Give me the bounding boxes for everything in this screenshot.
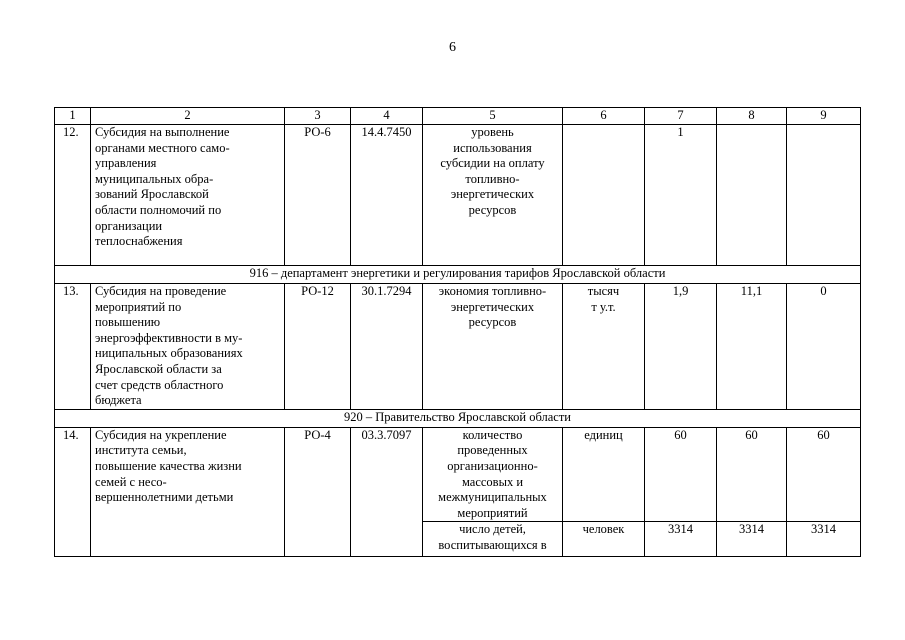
indicator-cell: количество проведенных организационно- массовых и межмуниципальных мероприятий	[423, 427, 563, 522]
subsidy-name: Субсидия на укрепление института семьи, повышение качества жизни семей с несо- вершеннолетними детьми	[91, 427, 285, 557]
table-row	[55, 427, 861, 522]
unit-cell: тысяч т у.т.	[563, 284, 645, 410]
unit-cell: человек	[563, 522, 645, 557]
page-number: 6	[449, 40, 456, 55]
code-cell: РО-12	[285, 284, 351, 410]
kbk-cell: 14.4.7450	[351, 125, 423, 266]
row-number: 12.	[55, 125, 91, 266]
column-header: 4	[351, 108, 423, 125]
section-row	[55, 266, 861, 284]
value-col7: 60	[645, 427, 717, 522]
value-col7: 1,9	[645, 284, 717, 410]
unit-cell	[563, 125, 645, 266]
row-number: 13.	[55, 284, 91, 410]
kbk-cell: 03.3.7097	[351, 427, 423, 557]
value-col8	[717, 125, 787, 266]
column-header: 2	[91, 108, 285, 125]
subsidy-table	[54, 107, 861, 557]
table-row	[55, 284, 861, 410]
value-col9: 3314	[787, 522, 861, 557]
table-row	[55, 125, 861, 266]
section-title: 916 – департамент энергетики и регулирования тарифов Ярославской области	[55, 266, 861, 284]
value-col7: 1	[645, 125, 717, 266]
table-header-row	[55, 108, 861, 125]
code-cell: РО-6	[285, 125, 351, 266]
value-col8: 3314	[717, 522, 787, 557]
value-col9	[787, 125, 861, 266]
indicator-cell: уровень использования субсидии на оплату топливно- энергетических ресурсов	[423, 125, 563, 266]
subsidy-name: Субсидия на проведение мероприятий по повышению энергоэффективности в му- ниципальных образованиях Ярославской области за счет средств областного бюджета	[91, 284, 285, 410]
column-header: 8	[717, 108, 787, 125]
subsidy-name: Субсидия на выполнение органами местного само- управления муниципальных обра- зований Ярославской области полномочий по организации теплоснабжения	[91, 125, 285, 266]
column-header: 9	[787, 108, 861, 125]
section-row	[55, 409, 861, 427]
unit-cell: единиц	[563, 427, 645, 522]
column-header: 3	[285, 108, 351, 125]
code-cell: РО-4	[285, 427, 351, 557]
value-col8: 11,1	[717, 284, 787, 410]
value-col9: 60	[787, 427, 861, 522]
value-col9: 0	[787, 284, 861, 410]
value-col8: 60	[717, 427, 787, 522]
indicator-cell: число детей, воспитывающихся в	[423, 522, 563, 557]
kbk-cell: 30.1.7294	[351, 284, 423, 410]
column-header: 1	[55, 108, 91, 125]
value-col7: 3314	[645, 522, 717, 557]
indicator-cell: экономия топливно- энергетических ресурсов	[423, 284, 563, 410]
column-header: 5	[423, 108, 563, 125]
row-number: 14.	[55, 427, 91, 557]
column-header: 6	[563, 108, 645, 125]
section-title: 920 – Правительство Ярославской области	[55, 409, 861, 427]
column-header: 7	[645, 108, 717, 125]
